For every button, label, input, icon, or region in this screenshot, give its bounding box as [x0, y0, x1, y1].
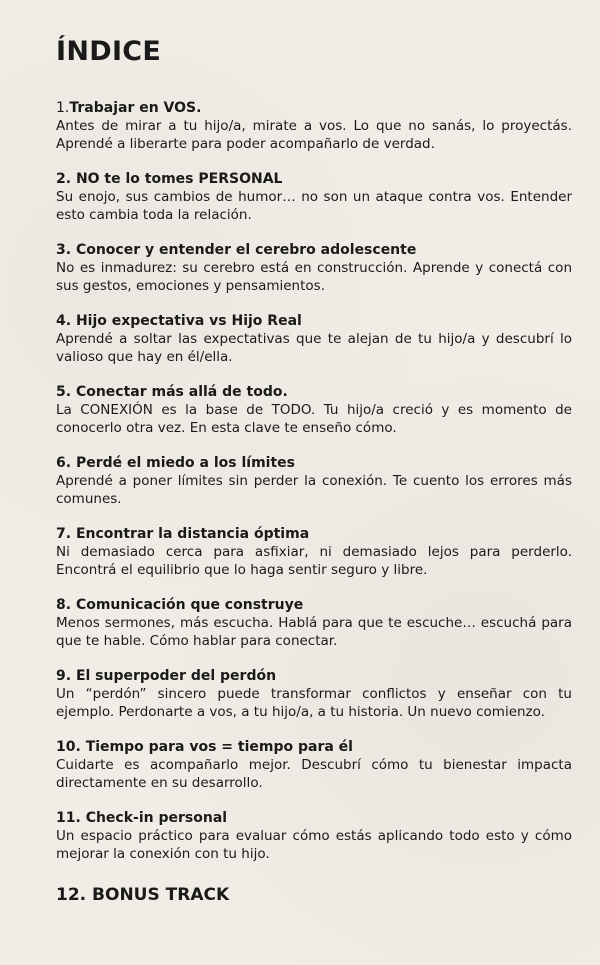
item-description: Menos sermones, más escucha. Hablá para que te escuche… escuchá para que te hable. Cómo hablar para conectar. [56, 615, 572, 649]
index-item-3 [56, 241, 572, 295]
item-description: Su enojo, sus cambios de humor… no son un ataque contra vos. Entender esto cambia toda la relación. [56, 189, 572, 223]
index-item-1 [56, 99, 572, 153]
index-item-11 [56, 809, 572, 863]
item-description: Ni demasiado cerca para asfixiar, ni demasiado lejos para perderlo. Encontrá el equilibrio que lo haga sentir seguro y libre. [56, 544, 572, 578]
item-description: La CONEXIÓN es la base de TODO. Tu hijo/a creció y es momento de conocerlo otra vez. En esta clave te enseño cómo. [56, 402, 572, 436]
bonus-track-heading: 12. BONUS TRACK [56, 885, 230, 905]
index-item-8 [56, 596, 572, 650]
index-item-2 [56, 170, 572, 224]
item-description: Antes de mirar a tu hijo/a, mirate a vos. Lo que no sanás, lo proyectás. Aprendé a liberarte para poder acompañarlo de verdad. [56, 118, 572, 152]
item-title: 6. Perdé el miedo a los límites [56, 455, 296, 471]
item-title: 8. Comunicación que construye [56, 597, 304, 613]
item-description: Un “perdón” sincero puede transformar conflictos y enseñar con tu ejemplo. Perdonarte a vos, a tu hijo/a, a tu historia. Un nuevo comienzo. [56, 686, 572, 720]
index-item-9 [56, 667, 572, 721]
item-description: Un espacio práctico para evaluar cómo estás aplicando todo esto y cómo mejorar la conexión con tu hijo. [56, 828, 572, 862]
item-title: 3. Conocer y entender el cerebro adolescente [56, 242, 417, 258]
index-item-10 [56, 738, 572, 792]
item-description: Aprendé a soltar las expectativas que te alejan de tu hijo/a y descubrí lo valioso que hay en él/ella. [56, 331, 572, 365]
index-item-4 [56, 312, 572, 366]
item-title: 10. Tiempo para vos = tiempo para él [56, 739, 353, 755]
item-description: Cuidarte es acompañarlo mejor. Descubrí cómo tu bienestar impacta directamente en su desarrollo. [56, 757, 572, 791]
item-title: 2. NO te lo tomes PERSONAL [56, 171, 283, 187]
item-title: 4. Hijo expectativa vs Hijo Real [56, 313, 302, 329]
index-item-5 [56, 383, 572, 437]
item-title: 11. Check-in personal [56, 810, 228, 826]
index-item-7 [56, 525, 572, 579]
index-item-6 [56, 454, 572, 508]
item-description: Aprendé a poner límites sin perder la conexión. Te cuento los errores más comunes. [56, 473, 572, 507]
item-description: No es inmadurez: su cerebro está en construcción. Aprende y conectá con sus gestos, emociones y pensamientos. [56, 260, 572, 294]
page-title: ÍNDICE [56, 36, 162, 67]
item-title: 9. El superpoder del perdón [56, 668, 277, 684]
item-title: 5. Conectar más allá de todo. [56, 384, 288, 400]
item-title: 7. Encontrar la distancia óptima [56, 526, 310, 542]
item-title: 1.Trabajar en VOS. [56, 100, 202, 116]
